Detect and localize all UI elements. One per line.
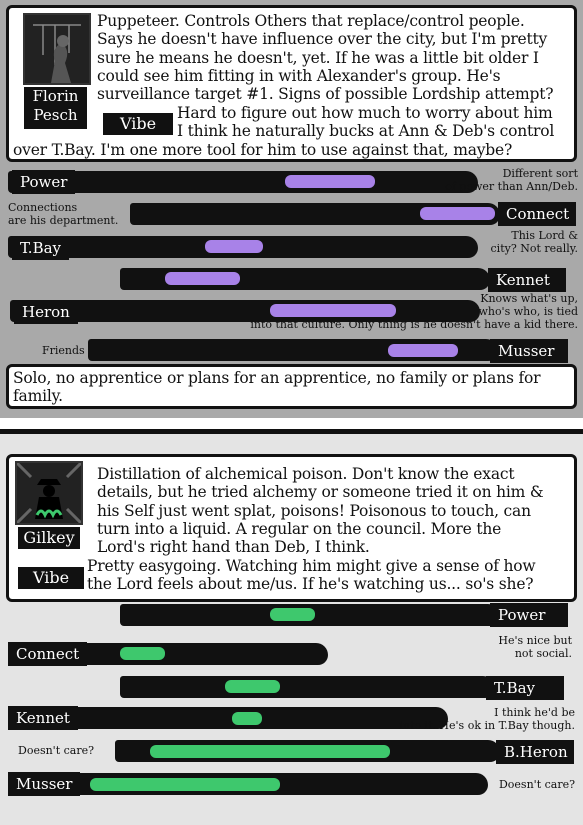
footer-line: family. xyxy=(13,387,63,406)
bar-tbay-fill xyxy=(225,680,280,693)
gilkey-card xyxy=(6,454,577,602)
puppeteer-icon xyxy=(25,15,89,83)
note-kennet xyxy=(370,706,575,732)
label-kennet: Kennet xyxy=(488,268,566,292)
note-line: are his department. xyxy=(8,214,119,227)
bar-musser-fill xyxy=(388,344,458,357)
note-heron xyxy=(220,292,578,331)
bar-kennet-fill xyxy=(165,272,240,285)
vibe-label: Vibe xyxy=(103,113,173,135)
label-tbay: T.Bay xyxy=(12,236,69,260)
bar-power xyxy=(8,171,478,193)
desc-line: his Self just went splat, poisons! Poisonous to touch, can xyxy=(97,501,531,520)
note-musser: Friends xyxy=(42,344,85,357)
desc-line: surveillance target #1. Signs of possible Lordship attempt? xyxy=(97,85,554,104)
bar-connect-fill xyxy=(120,647,165,660)
gilkey-nametag: Gilkey xyxy=(18,527,80,549)
florin-footer xyxy=(13,369,573,406)
label-power: Power xyxy=(490,603,568,627)
bar-tbay xyxy=(120,676,495,698)
florin-card xyxy=(6,5,577,162)
note-connect xyxy=(440,634,572,660)
desc-line: sure he means he doesn't, yet. If he was a little bit older I xyxy=(97,48,539,67)
note-power xyxy=(420,167,578,193)
florin-portrait xyxy=(23,13,91,85)
bar-connect-fill xyxy=(420,207,495,220)
name-line-1: Florin xyxy=(32,87,79,105)
label-power: Power xyxy=(12,170,75,194)
note-line: not social. xyxy=(514,647,572,660)
desc-line: Says he doesn't have influence over the city, but I'm pretty xyxy=(97,30,548,49)
note-musser: Doesn't care? xyxy=(498,778,575,791)
vibe-line: Pretty easygoing. Watching him might give a sense of how xyxy=(87,557,536,575)
gilkey-vibe-text xyxy=(87,557,577,594)
note-bheron: Doesn't care? xyxy=(18,744,95,757)
bar-tbay-fill xyxy=(205,240,263,253)
vibe-line: over T.Bay. I'm one more tool for him to use against that, maybe? xyxy=(13,141,513,159)
florin-nametag xyxy=(24,87,87,129)
label-tbay: T.Bay xyxy=(486,676,564,700)
label-connect: Connect xyxy=(498,202,576,226)
vibe-label: Vibe xyxy=(18,567,84,589)
note-line: into it. He's ok in T.Bay though. xyxy=(399,719,575,732)
note-line: I think he'd be xyxy=(494,706,575,719)
note-line: Knows what's up, xyxy=(480,292,578,305)
bar-bheron-fill xyxy=(150,745,390,758)
note-line: Different sort xyxy=(502,167,578,180)
label-musser: Musser xyxy=(490,339,568,363)
desc-line: Puppeteer. Controls Others that replace/control people. xyxy=(97,12,525,30)
note-line: into that culture. Only thing is he doesn't have a kid there. xyxy=(250,318,578,331)
desc-line: Distillation of alchemical poison. Don't know the exact xyxy=(97,465,515,483)
florin-footer-card xyxy=(6,364,577,409)
bar-kennet-fill xyxy=(232,712,262,725)
note-tbay xyxy=(440,229,578,255)
gilkey-portrait xyxy=(15,461,83,525)
note-line: He's nice but xyxy=(498,634,572,647)
gilkey-description xyxy=(97,465,577,556)
florin-vibe-text xyxy=(177,104,577,141)
name-line-2: Pesch xyxy=(33,106,78,124)
bar-musser-fill xyxy=(90,778,280,791)
label-musser: Musser xyxy=(8,772,80,796)
note-line: who's who, is tied xyxy=(478,305,578,318)
desc-line: details, but he tried alchemy or someone tried it on him & xyxy=(97,483,544,502)
vibe-line: the Lord feels about me/us. If he's watching us... so's she? xyxy=(87,575,534,594)
label-connect: Connect xyxy=(8,642,87,666)
florin-description xyxy=(97,12,577,103)
desc-line: turn into a liquid. A regular on the council. More the xyxy=(97,519,502,538)
bar-power-fill xyxy=(285,175,375,188)
poisoner-icon xyxy=(17,463,81,523)
footer-line: Solo, no apprentice or plans for an apprentice, no family or plans for xyxy=(13,369,541,387)
note-line: of power than Ann/Deb. xyxy=(445,180,578,193)
gilkey-panel xyxy=(0,434,583,825)
vibe-line: I think he naturally bucks at Ann & Deb's control xyxy=(177,122,555,141)
label-kennet: Kennet xyxy=(8,706,78,730)
label-bheron: B.Heron xyxy=(496,740,574,764)
label-heron: Heron xyxy=(14,300,78,324)
desc-line: Lord's right hand than Deb, I think. xyxy=(97,538,370,557)
note-line: city? Not really. xyxy=(490,242,578,255)
vibe-line: Hard to figure out how much to worry about him xyxy=(177,104,553,122)
bar-power-fill xyxy=(270,608,315,621)
note-line: Connections xyxy=(8,201,78,214)
note-line: This Lord & xyxy=(511,229,578,242)
desc-line: could see him fitting in with Alexander's group. He's xyxy=(97,66,501,85)
